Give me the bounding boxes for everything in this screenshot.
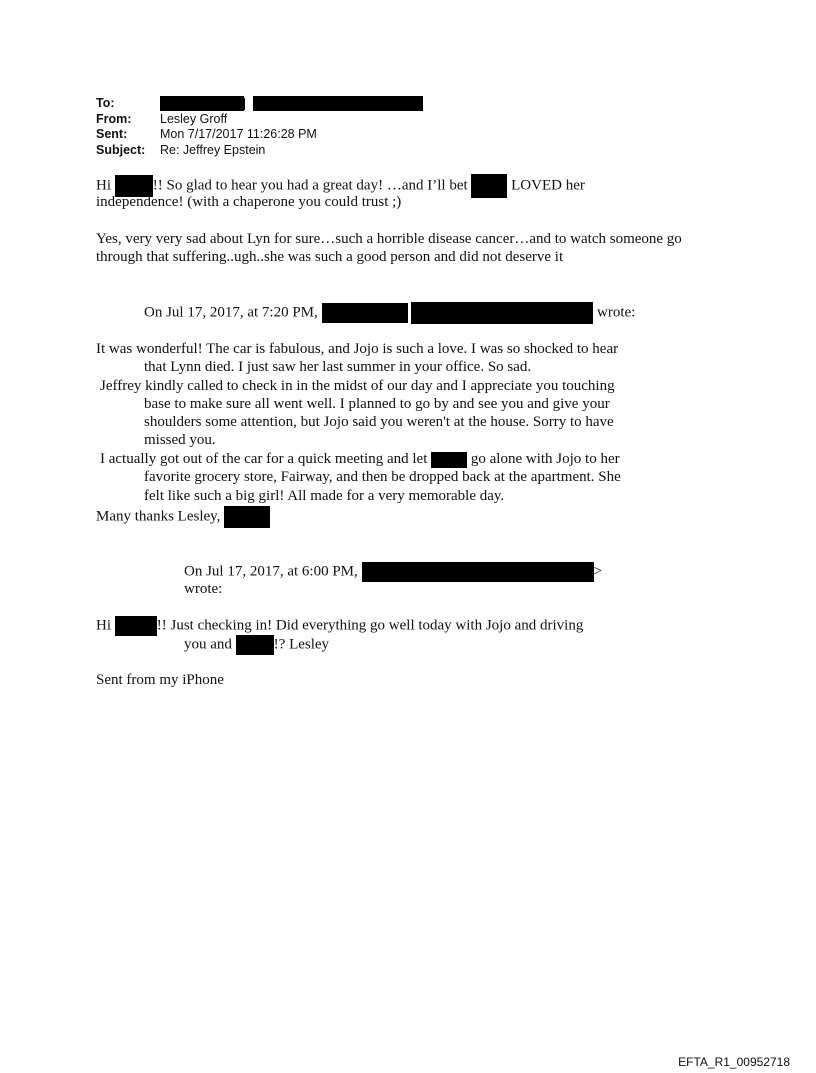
redaction-block — [236, 635, 274, 655]
reply-line-3: Yes, very very sad about Lyn for sure…such a horrible disease cancer…and to watch someone go — [96, 231, 682, 247]
subject-value: Re: Jeffrey Epstein — [160, 142, 266, 157]
header-from-row — [96, 112, 423, 128]
quote1-line: that Lynn died. I just saw her last summer in your office. So sad. — [144, 359, 532, 375]
header-to-row — [96, 96, 423, 112]
document-id: EFTA_R1_00952718 — [678, 1055, 790, 1069]
quote1-intro — [144, 302, 635, 324]
redaction-block — [115, 616, 157, 636]
reply-text: LOVED her — [511, 177, 585, 194]
to-label: To: — [96, 96, 115, 110]
header-subject-row — [96, 143, 423, 159]
quote1-line: missed you. — [144, 432, 216, 448]
reply-line-2: independence! (with a chaperone you could trust ;) — [96, 194, 402, 210]
quote2-line — [184, 635, 329, 655]
redaction-block — [253, 96, 423, 111]
quote1-line: felt like such a big girl! All made for a very memorable day. — [144, 488, 505, 504]
redaction-block — [224, 506, 270, 528]
quote1-line: It was wonderful! The car is fabulous, and Jojo is such a love. I was so shocked to hear — [96, 341, 619, 357]
quote2-intro — [184, 562, 602, 582]
quote-text: Hi — [96, 617, 111, 634]
quote-text: wrote: — [597, 304, 636, 321]
redaction-block — [322, 303, 408, 323]
reply-text: Hi — [96, 177, 111, 194]
quote-text: you and — [184, 636, 232, 653]
from-value: Lesley Groff — [160, 111, 228, 126]
quote2-line — [96, 616, 583, 636]
quote1-closing — [96, 506, 270, 528]
redaction-block — [411, 302, 593, 324]
quote-text: I actually got out of the car for a quick meeting and let — [100, 451, 428, 467]
redaction-block — [431, 452, 467, 468]
redaction-block — [160, 96, 244, 111]
header-sent-row — [96, 127, 423, 143]
quote-text: !! Just checking in! Did everything go well today with Jojo and driving — [156, 617, 584, 634]
from-label: From: — [96, 111, 132, 126]
email-header — [96, 96, 423, 158]
quote1-line: favorite grocery store, Fairway, and then be dropped back at the apartment. She — [144, 469, 621, 485]
quote-text: On Jul 17, 2017, at 6:00 PM, — [184, 563, 358, 580]
signature: Sent from my iPhone — [96, 672, 224, 688]
subject-label: Subject: — [96, 142, 146, 157]
redaction-block — [362, 562, 594, 582]
quote1-line: Jeffrey kindly called to check in in the midst of our day and I appreciate you touching — [100, 378, 615, 394]
reply-line-4: through that suffering..ugh..she was such a good person and did not deserve it — [96, 249, 564, 265]
bracket-mark — [244, 98, 249, 110]
quote-text: !? Lesley — [273, 636, 330, 653]
quote1-line: base to make sure all went well. I planned to go by and see you and give your — [144, 396, 610, 412]
quote-text: go alone with Jojo to her — [470, 451, 620, 467]
quote-text: Many thanks Lesley, — [96, 508, 221, 525]
quote1-line: shoulders some attention, but Jojo said you weren't at the house. Sorry to have — [144, 414, 614, 430]
quote-text: On Jul 17, 2017, at 7:20 PM, — [144, 304, 318, 321]
quote-text: > — [593, 563, 602, 580]
quote2-intro-wrote: wrote: — [184, 581, 223, 597]
quote1-line — [100, 450, 620, 468]
reply-text: !! So glad to hear you had a great day! …and I’ll bet — [152, 177, 468, 194]
redaction-block — [471, 174, 507, 198]
sent-label: Sent: — [96, 127, 128, 141]
sent-value: Mon 7/17/2017 11:26:28 PM — [160, 127, 317, 141]
